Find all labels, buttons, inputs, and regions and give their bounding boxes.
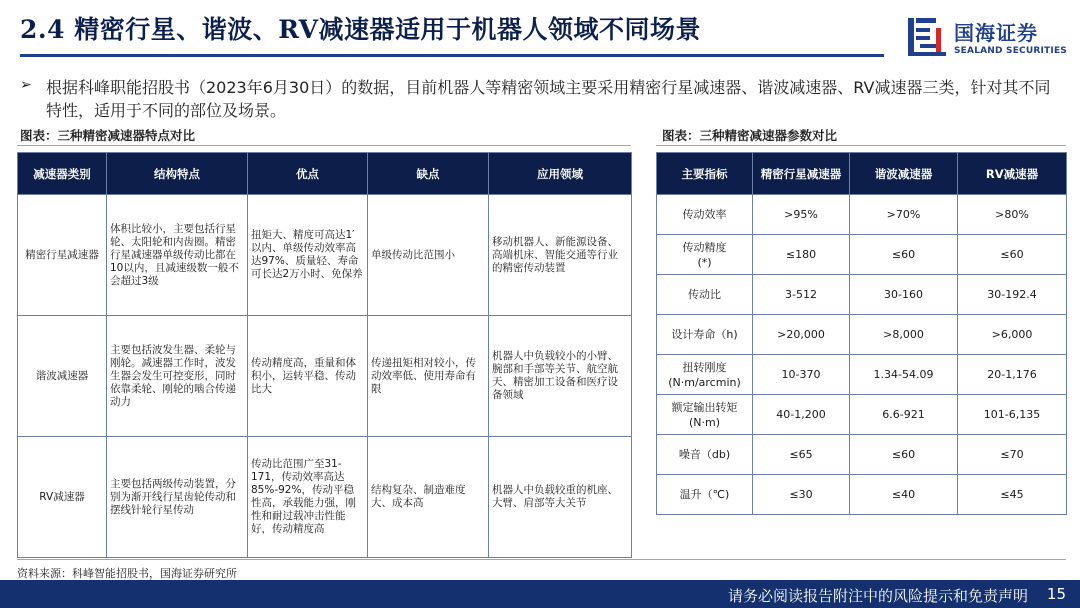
table-row	[657, 355, 1067, 395]
table-cell: 扭矩大、精度可高达1′以内、单级传动效率高达97%、质量轻、寿命可长达2万小时、免保养	[248, 195, 368, 316]
table-cell: >8,000	[850, 315, 958, 355]
table-header-cell: 优点	[248, 153, 368, 195]
table-header-cell: 应用领域	[489, 153, 632, 195]
table-cell: ≤45	[958, 475, 1067, 515]
table-cell: 扭转刚度 (N·m/arcmin)	[657, 355, 753, 395]
table-cell: RV减速器	[18, 437, 107, 558]
table-row	[18, 195, 632, 316]
table-cell: 40-1,200	[753, 395, 850, 435]
reducer-parameters-table	[656, 152, 1067, 515]
table-header-cell: 缺点	[368, 153, 489, 195]
table-cell: 传动比	[657, 275, 753, 315]
table-cell: 传递扭矩相对较小，传动效率低、使用寿命有限	[368, 316, 489, 437]
page-title: 2.4 精密行星、谐波、RV减速器适用于机器人领域不同场景	[20, 15, 701, 44]
table-cell: 机器人中负载较小的小臂、腕部和手部等关节、航空航天、精密加工设备和医疗设备领域	[489, 316, 632, 437]
source-rule	[17, 559, 1066, 560]
table-row	[657, 275, 1067, 315]
table-cell: 移动机器人、新能源设备、高端机床、智能交通等行业的精密传动装置	[489, 195, 632, 316]
table-cell: 体积比较小，主要包括行星轮、太阳轮和内齿圈。精密行星减速器单级传动比都在10以内，且减速级数一般不会超过3级	[107, 195, 248, 316]
footer-bar	[0, 580, 1080, 608]
table-cell: 101-6,135	[958, 395, 1067, 435]
table-header-cell: 主要指标	[657, 153, 753, 195]
table-cell: 噪音（db)	[657, 435, 753, 475]
table-cell: 10-370	[753, 355, 850, 395]
summary-bullet	[20, 76, 1060, 122]
sealand-logo-icon	[906, 14, 950, 58]
table-header-cell: RV减速器	[958, 153, 1067, 195]
table-cell: ≤70	[958, 435, 1067, 475]
table1-caption-rule	[17, 145, 631, 146]
table-row	[657, 235, 1067, 275]
table-cell: 设计寿命（h)	[657, 315, 753, 355]
table-row	[657, 315, 1067, 355]
company-logo	[906, 14, 1066, 62]
table-cell: 谐波减速器	[18, 316, 107, 437]
table-cell: 传动精度高，重量和体积小，运转平稳、传动比大	[248, 316, 368, 437]
parameters-table-body	[657, 195, 1067, 515]
table-cell: 精密行星减速器	[18, 195, 107, 316]
table-cell: ≤180	[753, 235, 850, 275]
table-header-cell: 谐波减速器	[850, 153, 958, 195]
table-cell: 3-512	[753, 275, 850, 315]
table-cell: >6,000	[958, 315, 1067, 355]
table-cell: ≤65	[753, 435, 850, 475]
table2-caption: 图表：三种精密减速器参数对比	[662, 128, 838, 143]
footer-disclaimer: 请务必阅读报告附注中的风险提示和免责声明	[727, 587, 1028, 605]
table-header-cell: 精密行星减速器	[753, 153, 850, 195]
table-cell: 20-1,176	[958, 355, 1067, 395]
table-cell: ≤60	[850, 435, 958, 475]
table-cell: 单级传动比范围小	[368, 195, 489, 316]
table-row	[657, 435, 1067, 475]
table-cell: 额定输出转矩 (N·m)	[657, 395, 753, 435]
table-row	[657, 395, 1067, 435]
reducer-features-table	[17, 152, 632, 558]
table-cell: 温升（℃)	[657, 475, 753, 515]
table-cell: ≤60	[958, 235, 1067, 275]
table-cell: 30-160	[850, 275, 958, 315]
table-header-row	[657, 153, 1067, 195]
table-cell: 主要包括波发生器、柔轮与刚轮。减速器工作时，波发生器会发生可控变形，同时依靠柔轮、刚轮的啮合传递动力	[107, 316, 248, 437]
table-cell: 传动精度 (*)	[657, 235, 753, 275]
arrow-bullet-icon: ➢	[20, 77, 32, 93]
table-cell: 结构复杂、制造难度大、成本高	[368, 437, 489, 558]
summary-text: 根据科峰职能招股书（2023年6月30日）的数据，目前机器人等精密领域主要采用精密行星减速器、谐波减速器、RV减速器三类，针对其不同特性，适用于不同的部位及场景。	[46, 78, 1051, 120]
table-cell: ≤40	[850, 475, 958, 515]
table-cell: 传动效率	[657, 195, 753, 235]
table-cell: ≤30	[753, 475, 850, 515]
table-header-cell: 减速器类别	[18, 153, 107, 195]
source-note: 资料来源：科峰智能招股书，国海证券研究所	[17, 567, 237, 580]
logo-text-cn: 国海证券	[954, 21, 1038, 45]
title-underline	[20, 54, 884, 57]
table-row	[657, 475, 1067, 515]
table-cell: >70%	[850, 195, 958, 235]
table-cell: 30-192.4	[958, 275, 1067, 315]
table-cell: 6.6-921	[850, 395, 958, 435]
table-row	[18, 437, 632, 558]
table1-caption: 图表：三种精密减速器特点对比	[20, 128, 196, 143]
logo-text-en: SEALAND SECURITIES	[954, 46, 1067, 56]
table-cell: 传动比范围广至31-171，传动效率高达85%-92%，传动平稳性高，承载能力强，刚性和耐过载冲击性能好，传动精度高	[248, 437, 368, 558]
table-header-row	[18, 153, 632, 195]
table-row	[657, 195, 1067, 235]
table-cell: >95%	[753, 195, 850, 235]
table2-caption-rule	[656, 145, 1066, 146]
table-cell: 机器人中负载较重的机座、大臂、肩部等大关节	[489, 437, 632, 558]
table-cell: 1.34-54.09	[850, 355, 958, 395]
table-cell: >20,000	[753, 315, 850, 355]
table-cell: 主要包括两级传动装置，分别为渐开线行星齿轮传动和摆线针轮行星传动	[107, 437, 248, 558]
table-header-cell: 结构特点	[107, 153, 248, 195]
table-cell: >80%	[958, 195, 1067, 235]
table-cell: ≤60	[850, 235, 958, 275]
page-number: 15	[1046, 585, 1066, 603]
table-row	[18, 316, 632, 437]
